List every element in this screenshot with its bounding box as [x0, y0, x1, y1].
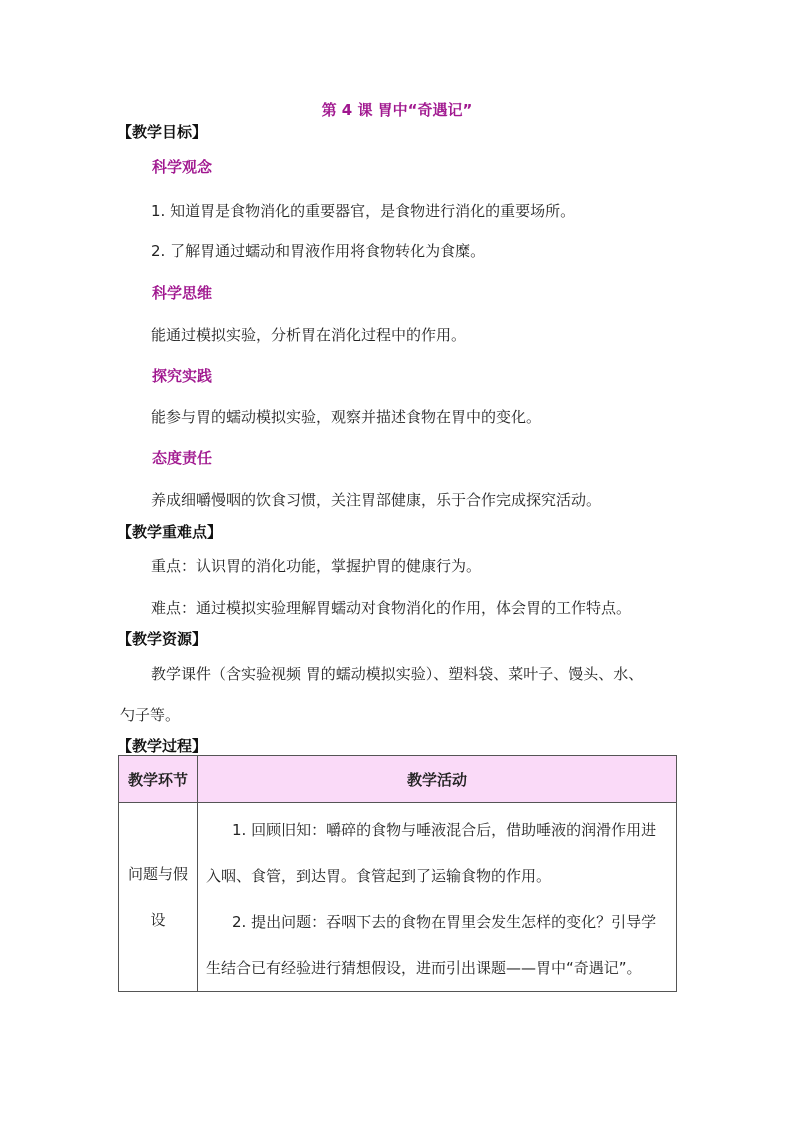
- stage-cell: [119, 803, 198, 992]
- key-point-difficulty: 难点：通过模拟实验理解胃蠕动对食物消化的作用，体会胃的工作特点。: [151, 599, 632, 617]
- section-objectives: 【教学目标】: [117, 123, 208, 141]
- section-key-points: 【教学重难点】: [117, 523, 223, 541]
- heading-science-concept: 科学观念: [152, 158, 213, 176]
- header-activity: 教学活动: [198, 756, 677, 803]
- heading-attitude: 态度责任: [152, 449, 213, 467]
- table-header-row: [119, 756, 677, 803]
- attitude-text: 养成细嚼慢咽的饮食习惯，关注胃部健康，乐于合作完成探究活动。: [151, 491, 602, 509]
- section-process: 【教学过程】: [117, 737, 208, 755]
- stage-label-line-1: 问题与假: [127, 865, 188, 883]
- resources-line-1: 教学课件（含实验视频 胃的蠕动模拟实验）、塑料袋、菜叶子、馒头、水、: [151, 665, 644, 683]
- heading-inquiry-practice: 探究实践: [152, 367, 213, 385]
- heading-science-thinking: 科学思维: [152, 284, 213, 302]
- header-stage: 教学环节: [119, 756, 198, 803]
- section-resources: 【教学资源】: [117, 630, 208, 648]
- p2-line-2: 生结合已有经验进行猜想假设，进而引出课题——胃中“奇遇记”。: [206, 959, 642, 977]
- p1-line-1: 1. 回顾旧知：嚼碎的食物与唾液混合后，借助唾液的润滑作用进: [232, 821, 657, 839]
- p1-line-2: 入咽、食管，到达胃。食管起到了运输食物的作用。: [206, 867, 552, 885]
- stage-label-line-2: 设: [150, 911, 166, 929]
- concept-item-1: 1. 知道胃是食物消化的重要器官，是食物进行消化的重要场所。: [151, 202, 576, 220]
- concept-item-2: 2. 了解胃通过蠕动和胃液作用将食物转化为食糜。: [151, 242, 486, 260]
- practice-text: 能参与胃的蠕动模拟实验，观察并描述食物在胃中的变化。: [151, 408, 542, 426]
- table-row: [119, 803, 677, 992]
- thinking-text: 能通过模拟实验，分析胃在消化过程中的作用。: [151, 326, 467, 344]
- p2-line-1: 2. 提出问题：吞咽下去的食物在胃里会发生怎样的变化？引导学: [232, 913, 657, 931]
- activity-cell: [198, 803, 677, 992]
- resources-line-2: 勺子等。: [120, 706, 181, 724]
- key-point-focus: 重点：认识胃的消化功能，掌握护胃的健康行为。: [151, 557, 482, 575]
- lesson-title: 第 4 课 胃中“奇遇记”: [321, 101, 473, 119]
- activity-paragraph-1: [198, 803, 676, 991]
- process-table: [118, 755, 677, 992]
